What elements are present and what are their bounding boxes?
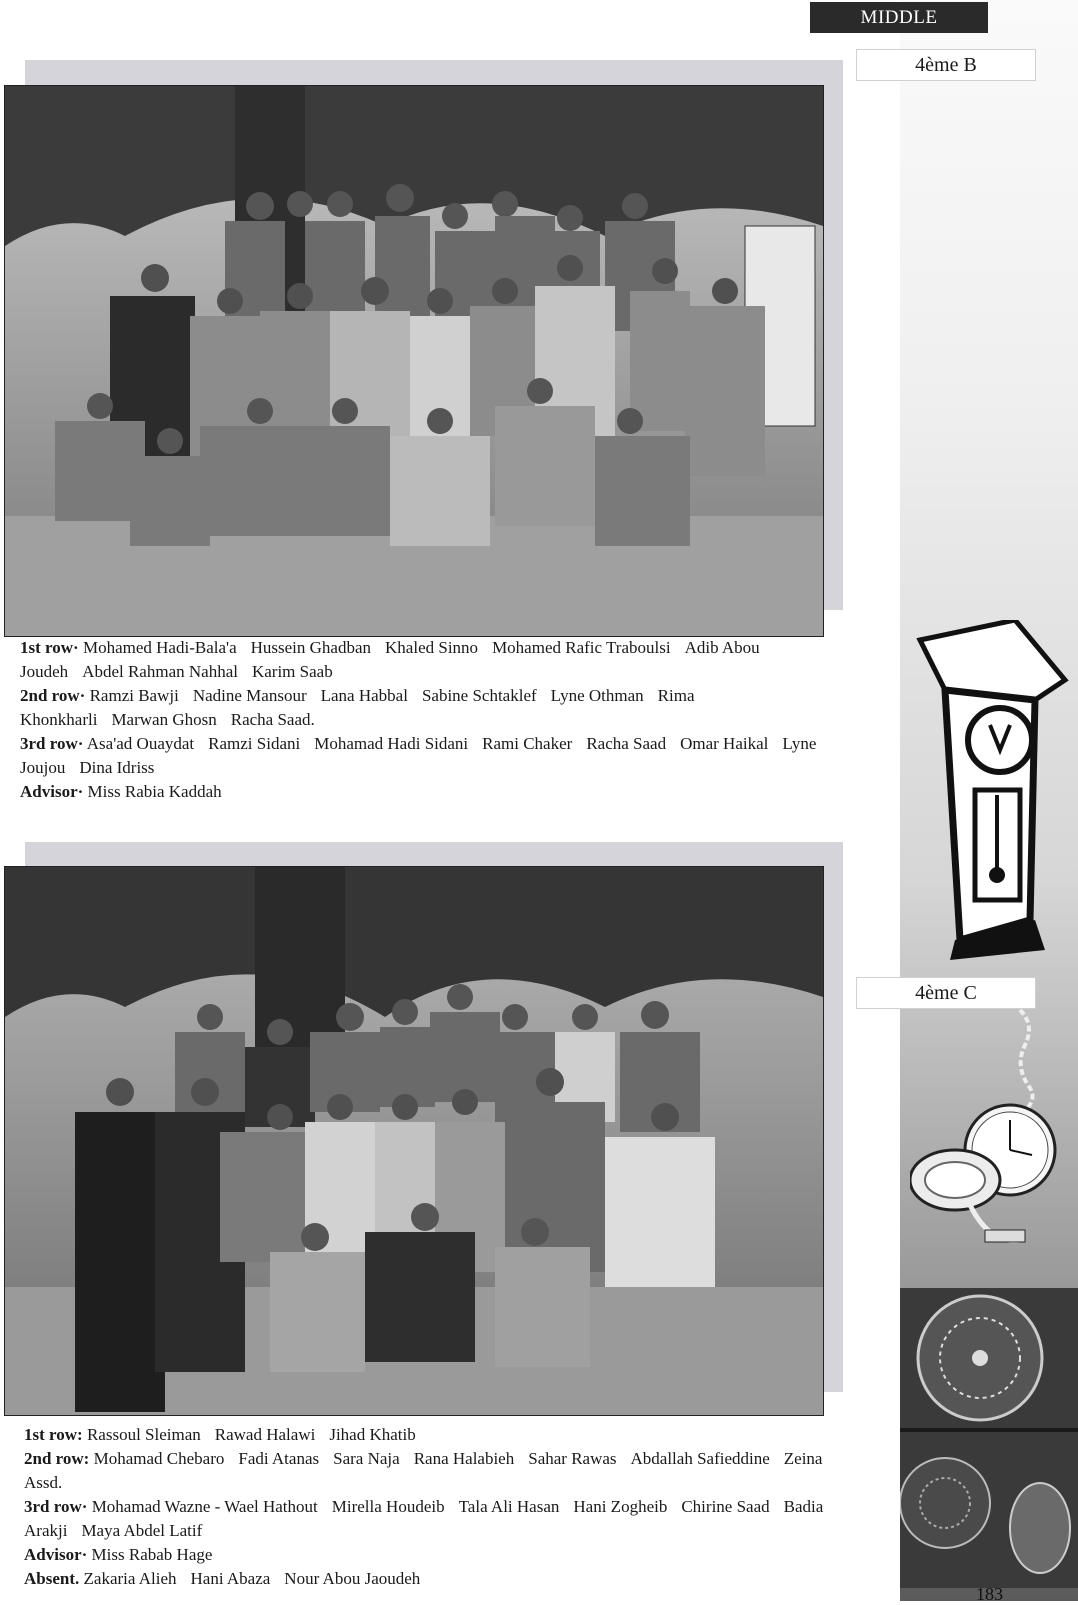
student-name: Abdallah Safieddine [630, 1449, 770, 1468]
caption-row [20, 732, 840, 780]
student-name: Hani Zogheib [573, 1497, 668, 1516]
student-name: Lyne Othman [550, 686, 644, 705]
class-label-4eme-b: 4ème B [856, 49, 1036, 81]
caption-row [24, 1495, 844, 1543]
student-name: Rima Khonkharli [20, 686, 695, 729]
student-name: Sahar Rawas [528, 1449, 617, 1468]
student-name: Chirine Saad [681, 1497, 770, 1516]
student-name: Rawad Halawi [214, 1425, 316, 1444]
student-name: Maya Abdel Latif [81, 1521, 203, 1540]
class-label-4eme-c: 4ème C [856, 977, 1036, 1009]
page-number: 183 [976, 1584, 1003, 1604]
advisor-name: Miss Rabab Hage [91, 1545, 213, 1564]
caption-4eme-b [20, 636, 840, 804]
student-name: Rana Halabieh [413, 1449, 515, 1468]
student-name: Fadi Atanas [238, 1449, 320, 1468]
row-label: Absent. [24, 1569, 80, 1588]
student-name: Jihad Khatib [329, 1425, 416, 1444]
row-label: 2nd row: [24, 1449, 90, 1468]
pocket-watch-icon [910, 1005, 1060, 1260]
student-name: Dina Idriss [79, 758, 155, 777]
row-label: 1st row· [20, 638, 79, 657]
student-name: Karim Saab [251, 662, 333, 681]
caption-row [20, 780, 840, 804]
student-name: Badia Arakji [24, 1497, 824, 1540]
student-name: Racha Saad [586, 734, 667, 753]
caption-row [24, 1447, 844, 1495]
student-name: Mohamad Hadi Sidani [314, 734, 469, 753]
side-margin [853, 0, 900, 1601]
student-name: Mohamad Wazne - Wael Hathout [91, 1497, 318, 1516]
grandfather-clock-icon [905, 620, 1075, 965]
student-name: Racha Saad. [230, 710, 315, 729]
caption-row [24, 1423, 844, 1447]
student-name: Sabine Schtaklef [421, 686, 537, 705]
student-name: Adib Abou Joudeh [20, 638, 760, 681]
student-name: Nadine Mansour [192, 686, 307, 705]
caption-row [20, 636, 840, 684]
caption-row [24, 1567, 844, 1591]
caption-row [20, 684, 840, 732]
student-name: Sara Naja [333, 1449, 400, 1468]
student-name: Lyne Joujou [20, 734, 817, 777]
student-name: Mohamad Chebaro [93, 1449, 225, 1468]
row-label: Advisor· [20, 782, 84, 801]
clock-gears-collage [900, 1288, 1078, 1593]
absent-name: Nour Abou Jaoudeh [284, 1569, 421, 1588]
row-label: 3rd row· [20, 734, 84, 753]
student-name: Omar Haikal [680, 734, 769, 753]
student-name: Mohamed Rafic Traboulsi [492, 638, 671, 657]
student-name: Hussein Ghadban [250, 638, 372, 657]
row-label: 2nd row· [20, 686, 86, 705]
absent-name: Hani Abaza [190, 1569, 271, 1588]
class-photo-4eme-b [4, 85, 824, 637]
section-header: MIDDLE [810, 2, 988, 33]
student-name: Ramzi Sidani [208, 734, 301, 753]
student-name: Abdel Rahman Nahhal [82, 662, 238, 681]
student-name: Asa'ad Ouaydat [86, 734, 195, 753]
student-name: Rassoul Sleiman [86, 1425, 201, 1444]
student-name: Mohamed Hadi-Bala'a [82, 638, 237, 657]
student-name: Rami Chaker [482, 734, 573, 753]
student-name: Ramzi Bawji [89, 686, 179, 705]
student-name: Tala Ali Hasan [458, 1497, 560, 1516]
student-name: Lana Habbal [320, 686, 408, 705]
caption-4eme-c [24, 1423, 844, 1591]
student-name: Zeina Assd. [24, 1449, 823, 1492]
class-photo-4eme-c [4, 866, 824, 1416]
caption-row [24, 1543, 844, 1567]
row-label: 1st row: [24, 1425, 83, 1444]
row-label: Advisor· [24, 1545, 88, 1564]
student-name: Mirella Houdeib [331, 1497, 445, 1516]
row-label: 3rd row· [24, 1497, 88, 1516]
absent-name: Zakaria Alieh [83, 1569, 177, 1588]
advisor-name: Miss Rabia Kaddah [87, 782, 222, 801]
student-name: Khaled Sinno [385, 638, 479, 657]
student-name: Marwan Ghosn [111, 710, 217, 729]
